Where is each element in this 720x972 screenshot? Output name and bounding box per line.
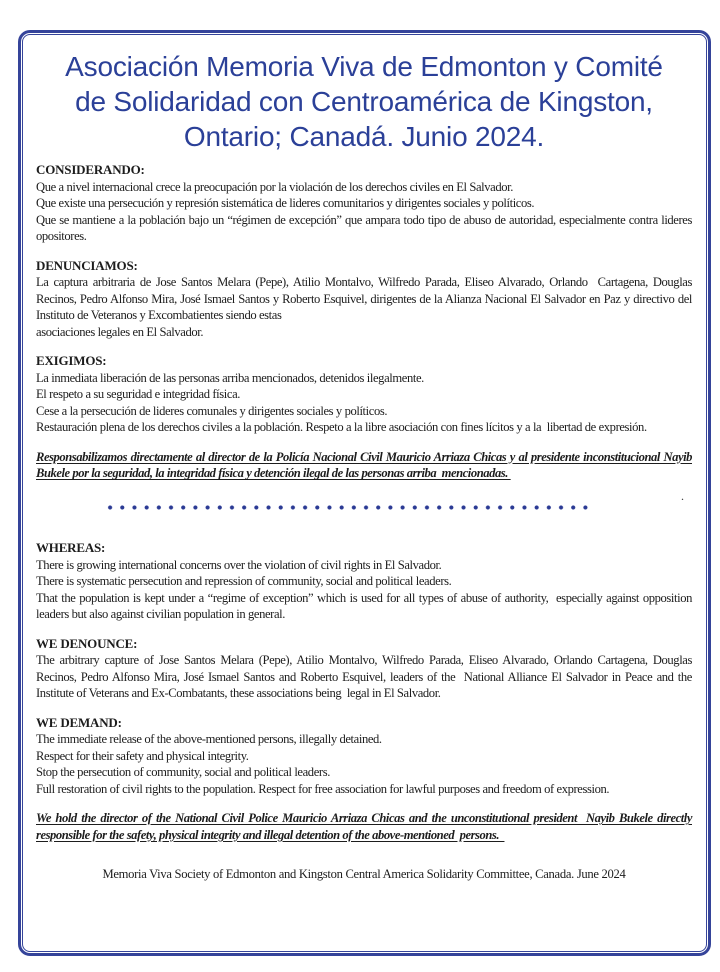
exigimos-line-3: Cese a la persecución de lideres comunales y dirigentes sociales y políticos. (36, 403, 388, 418)
section-we-demand (36, 715, 692, 798)
stray-period: . (681, 489, 684, 504)
whereas-line-1: There is growing international concerns over the violation of civil rights in El Salvador. (36, 557, 442, 572)
section-exigimos (36, 353, 692, 436)
section-heading-we-demand: WE DEMAND: (36, 714, 122, 730)
section-heading-considerando: CONSIDERANDO: (36, 162, 145, 177)
whereas-line-3: That the population is kept under a “regime of exception” which is used for all types of abuse of authority, especially against opposition leaders but also against civilian population in general. (36, 590, 692, 622)
document-footer: Memoria Viva Society of Edmonton and Kingston Central America Solidarity Committee, Canada. June 2024 (102, 866, 626, 881)
we-demand-line-1: The immediate release of the above-mentioned persons, illegally detained. (36, 732, 382, 747)
section-considerando (36, 162, 692, 245)
title-line-2: de Solidaridad con Centroamérica de Kingston, (75, 86, 653, 117)
title-line-1: Asociación Memoria Viva de Edmonton y Comité (65, 51, 663, 82)
we-demand-line-2: Respect for their safety and physical integrity. (36, 748, 249, 763)
considerando-line-1: Que a nivel internacional crece la preocupación por la violación de los derechos civiles en El Salvador. (36, 179, 513, 194)
english-responsibility-statement: We hold the director of the National Civil Police Mauricio Arriaza Chicas and the unconstitutional president Nayib Bukele directly responsible for the safety, physical integrity and illegal detention of the above-mentioned persons. (36, 811, 692, 842)
dotted-divider-line (104, 504, 594, 511)
considerando-line-3: Que se mantiene a la población bajo un “régimen de excepción” que ampara todo tipo de abuso de autoridad, especialmente contra lideres opositores. (36, 212, 692, 243)
exigimos-line-2: El respeto a su seguridad e integridad física. (36, 387, 241, 401)
denunciamos-line-1: La captura arbitraria de Jose Santos Melara (Pepe), Atilio Montalvo, Wilfredo Parada, Eliseo Alvarado, Orlando Cartagena, Douglas Recinos, Pedro Alfonso Mira, José Ismael Santos y Roberto Esquivel, dirigentes de la Alianza Nacional El Salvador en Paz y directivo del Instituto de Veteranos y Excombatientes siendo estas (36, 275, 692, 322)
spanish-responsibility-statement: Responsabilizamos directamente al director de la Policía Nacional Civil Mauricio Arriaza Chicas y al presidente inconstitucional Nayib Bukele por la seguridad, la integridad física y detención ilegal de las personas arriba mencionadas. (36, 449, 692, 481)
we-demand-line-4: Full restoration of civil rights to the population. Respect for free association for lawful purposes and freedom of expression. (36, 781, 610, 796)
section-heading-denunciamos: DENUNCIAMOS: (36, 257, 138, 273)
denunciamos-line-2: asociaciones legales en El Salvador. (36, 324, 204, 339)
section-whereas (36, 540, 692, 623)
section-heading-we-denounce: WE DENOUNCE: (36, 635, 138, 651)
section-divider (36, 489, 692, 512)
exigimos-line-4: Restauración plena de los derechos civiles a la población. Respeto a la libre asociación con fines lícitos y a la libertad de expresión. (36, 420, 647, 434)
section-we-denounce (36, 636, 692, 702)
title-line-3: Ontario; Canadá. Junio 2024. (183, 121, 545, 152)
we-demand-line-3: Stop the persecution of community, social and political leaders. (36, 765, 330, 780)
exigimos-line-1: La inmediata liberación de las personas arriba mencionados, detenidos ilegalmente. (36, 370, 424, 385)
document-border-inner (22, 34, 707, 952)
document-title (36, 49, 692, 154)
whereas-line-2: There is systematic persecution and repression of community, social and political leaders. (36, 574, 452, 589)
section-denunciamos (36, 258, 692, 341)
section-heading-whereas: WHEREAS: (36, 540, 106, 556)
section-heading-exigimos: EXIGIMOS: (36, 353, 107, 368)
considerando-line-2: Que existe una persecución y represión sistemática de lideres comunitarios y dirigentes sociales y políticos. (36, 196, 535, 210)
document-border-outer (18, 30, 711, 956)
we-denounce-line-1: The arbitrary capture of Jose Santos Melara (Pepe), Atilio Montalvo, Wilfredo Parada, Eliseo Alvarado, Orlando Cartagena, Douglas Recinos, Pedro Alfonso Mira, José Ismael Santos and Roberto Esquivel, leaders of the National Alliance El Salvador in Peace and the Institute of Veterans and Ex-Combatants, these associations being legal in El Salvador. (36, 653, 692, 701)
